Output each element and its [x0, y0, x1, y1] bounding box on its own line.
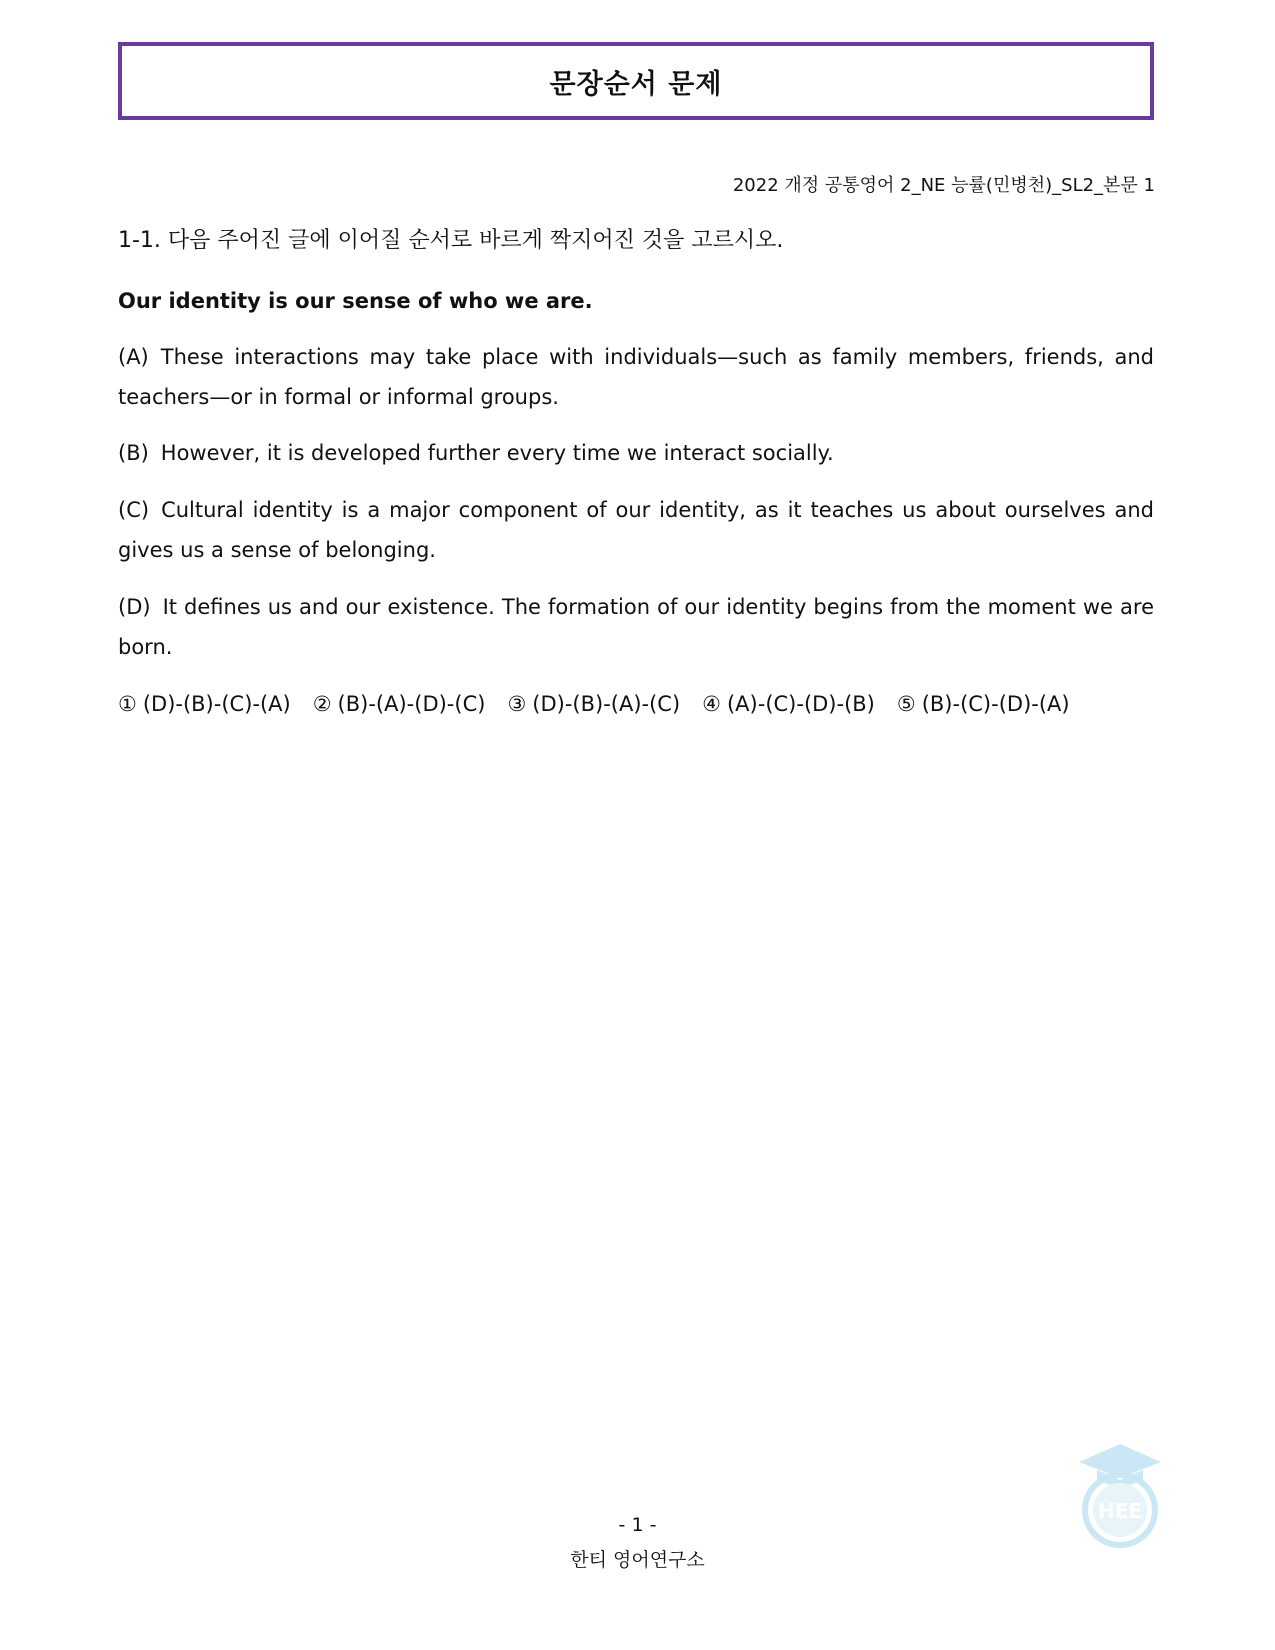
page-title: 문장순서 문제 — [549, 68, 723, 100]
question-section — [118, 220, 1154, 725]
option-1[interactable] — [118, 685, 291, 725]
answer-options — [118, 685, 1154, 725]
paragraph-label: (D) — [118, 595, 151, 620]
option-text: (D)-(B)-(C)-(A) — [142, 691, 291, 716]
title-box — [118, 42, 1154, 120]
option-number: ① — [118, 691, 137, 716]
option-text: (A)-(C)-(D)-(B) — [726, 691, 875, 716]
graduation-cap-icon — [1079, 1444, 1161, 1486]
paragraph-text: Cultural identity is a major component of our identity, as it teaches us about ourselves and gives us a sense of belonging. — [118, 498, 1154, 563]
page-number: - 1 - — [618, 1514, 657, 1536]
option-4[interactable] — [702, 685, 875, 725]
footer-organization: 한티 영어연구소 — [570, 1549, 705, 1571]
option-number: ④ — [702, 691, 721, 716]
question-prompt: 1-1. 다음 주어진 글에 이어질 순서로 바르게 짝지어진 것을 고르시오. — [118, 228, 784, 253]
option-3[interactable] — [507, 685, 680, 725]
option-2[interactable] — [313, 685, 486, 725]
source-label: 2022 개정 공통영어 2_NE 능률(민병천)_SL2_본문 1 — [732, 175, 1155, 196]
paragraph-c — [118, 491, 1154, 571]
paragraph-d — [118, 588, 1154, 668]
logo-text: HEE — [1097, 1499, 1143, 1523]
paragraph-label: (B) — [118, 441, 149, 466]
paragraph-text: However, it is developed further every time we interact socially. — [160, 441, 834, 466]
paragraph-text: These interactions may take place with individuals—such as family members, friends, and teachers—or in formal or informal groups. — [118, 344, 1154, 409]
paragraph-text: It defines us and our existence. The formation of our identity begins from the moment we are born. — [118, 595, 1154, 660]
option-number: ② — [312, 691, 332, 716]
option-text: (D)-(B)-(A)-(C) — [532, 691, 681, 716]
option-number: ③ — [507, 691, 527, 716]
option-text: (B)-(A)-(D)-(C) — [337, 691, 486, 716]
option-text: (B)-(C)-(D)-(A) — [921, 691, 1070, 716]
paragraph-a — [118, 338, 1154, 418]
option-number: ⑤ — [896, 691, 916, 716]
paragraph-label: (A) — [118, 344, 149, 369]
paragraph-label: (C) — [118, 498, 150, 523]
given-sentence: Our identity is our sense of who we are. — [118, 288, 593, 313]
option-5[interactable] — [897, 685, 1070, 725]
paragraph-b — [118, 434, 1154, 474]
